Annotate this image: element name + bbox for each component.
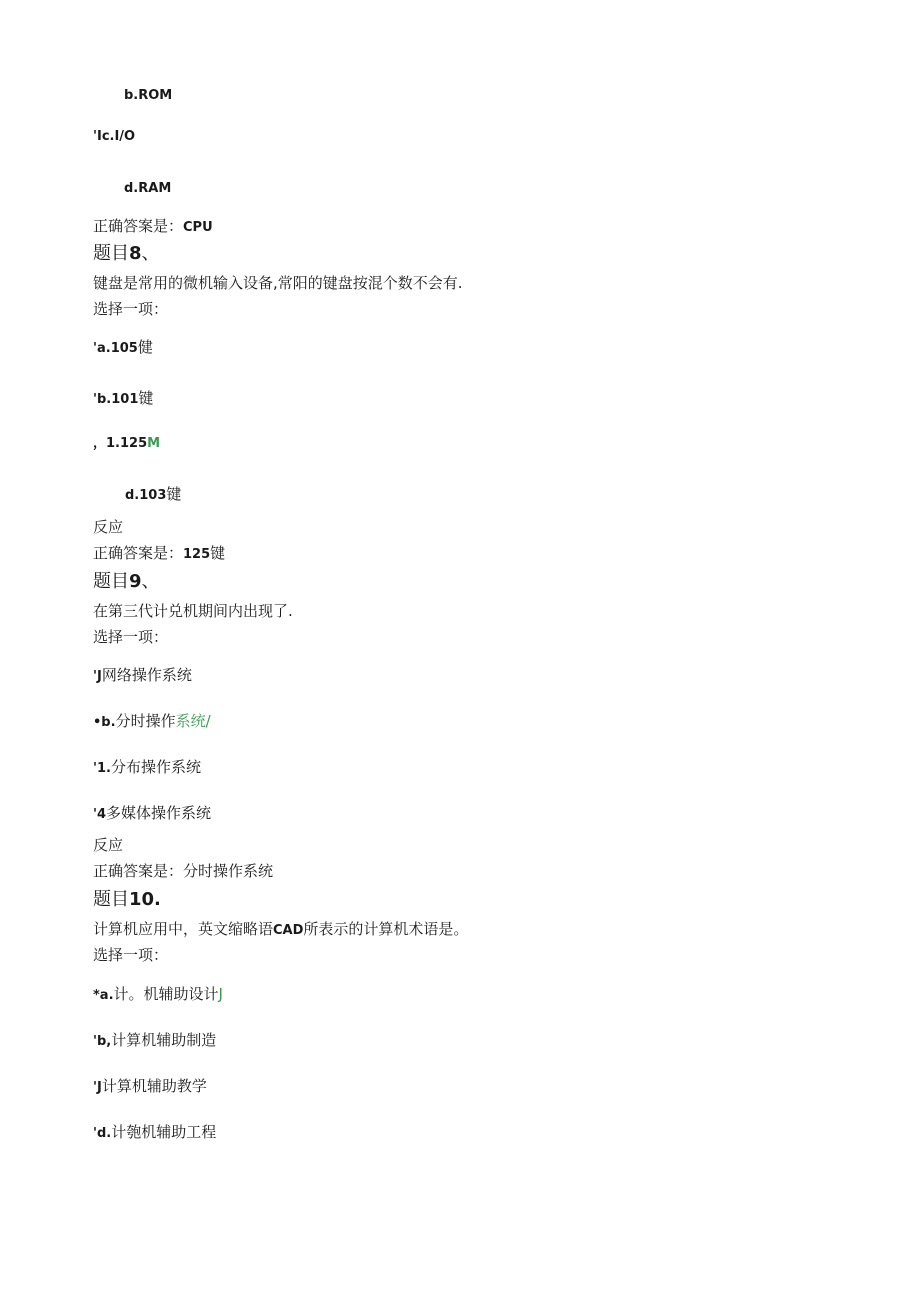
q9-title — [93, 573, 160, 591]
answer-label: 正确答案是： — [93, 217, 184, 235]
radio-mark: 'J — [93, 669, 102, 684]
option-label: d.RAM — [124, 181, 172, 196]
title-prefix: 题目 — [93, 243, 129, 264]
title-suffix: 、 — [141, 571, 160, 592]
option-prefix: a.105 — [96, 341, 138, 356]
option-prefix: b.101 — [96, 392, 139, 407]
option-label: Ic.I/O — [96, 129, 136, 144]
answer-value: CPU — [183, 220, 213, 235]
q7-option-b[interactable] — [124, 89, 172, 102]
radio-mark: '4 — [93, 807, 107, 822]
radio-mark: ' — [93, 129, 97, 144]
q8-title — [93, 245, 160, 263]
radio-mark: ， — [93, 436, 107, 451]
q7-correct-answer — [93, 219, 213, 234]
selected-marker: 系统/ — [175, 712, 211, 730]
q8-feedback: 反应 — [93, 518, 124, 536]
answer-value: 分时操作系统 — [183, 862, 274, 880]
title-number: 8 — [129, 243, 142, 264]
radio-mark: 'd. — [93, 1126, 112, 1141]
question-abbr: CAD — [273, 923, 304, 938]
option-text: 键 — [138, 389, 154, 407]
option-text: 分时操作 — [115, 712, 176, 730]
title-suffix: 、 — [141, 243, 160, 264]
q9-correct-answer — [93, 864, 273, 879]
option-text: 计算机辅助教学 — [101, 1077, 207, 1095]
option-text: 健 — [137, 338, 153, 356]
option-text: 多媒体操作系统 — [106, 804, 212, 822]
title-number: 10. — [129, 889, 161, 910]
q9-option-c[interactable] — [93, 760, 201, 775]
option-text: 计匏机辅助工程 — [111, 1123, 217, 1141]
selected-marker: J — [218, 985, 223, 1003]
q10-prompt: 选择一项： — [93, 946, 169, 964]
q10-question-text — [93, 922, 468, 937]
q8-option-c[interactable] — [93, 435, 160, 450]
radio-mark: ' — [93, 341, 97, 356]
radio-mark: •b. — [93, 715, 116, 730]
q9-feedback: 反应 — [93, 836, 124, 854]
option-text: 键 — [166, 485, 182, 503]
option-prefix: d.103 — [125, 488, 167, 503]
title-number: 9 — [129, 571, 142, 592]
question-text-b: 所表示的计算机术语是。 — [303, 920, 469, 938]
option-text: 网络操作系统 — [101, 666, 192, 684]
title-prefix: 题目 — [93, 889, 129, 910]
q10-option-c[interactable] — [93, 1079, 207, 1094]
radio-mark: 'b, — [93, 1034, 112, 1049]
q8-option-b[interactable] — [93, 391, 153, 406]
radio-mark: '1. — [93, 761, 111, 776]
option-text: 计算机辅助制造 — [111, 1031, 217, 1049]
q9-question-text: 在第三代计兑机期间内出现了. — [93, 602, 293, 620]
option-prefix: 1.125 — [106, 436, 148, 451]
q10-option-d[interactable] — [93, 1125, 216, 1140]
q9-option-b[interactable] — [93, 714, 211, 729]
option-text: 计。机辅助设计 — [113, 985, 219, 1003]
radio-mark: ' — [93, 392, 97, 407]
q8-correct-answer — [93, 546, 225, 561]
q9-option-d[interactable] — [93, 806, 211, 821]
q8-option-d[interactable] — [125, 487, 181, 502]
q9-option-a[interactable] — [93, 668, 192, 683]
radio-mark: *a. — [93, 988, 114, 1003]
option-text: M — [147, 436, 161, 451]
q7-option-c[interactable] — [93, 130, 135, 143]
answer-tail: 键 — [210, 544, 226, 562]
option-label: b.ROM — [124, 88, 173, 103]
q10-title — [93, 891, 161, 909]
title-prefix: 题目 — [93, 571, 129, 592]
q9-prompt: 选择一项： — [93, 628, 169, 646]
answer-value: 125 — [183, 547, 211, 562]
q10-option-a[interactable] — [93, 987, 223, 1002]
q8-option-a[interactable] — [93, 340, 153, 355]
q8-question-text: 键盘是常用的微机输入设备,常阳的键盘按混个数不会有. — [93, 274, 463, 292]
answer-label: 正确答案是： — [93, 862, 184, 880]
radio-mark: 'J — [93, 1080, 102, 1095]
q7-option-d[interactable] — [124, 182, 171, 195]
answer-label: 正确答案是： — [93, 544, 184, 562]
question-text-a: 计算机应用中，英文缩略语 — [93, 920, 274, 938]
q8-prompt: 选择一项： — [93, 300, 169, 318]
option-text: 分布操作系统 — [110, 758, 201, 776]
q10-option-b[interactable] — [93, 1033, 216, 1048]
